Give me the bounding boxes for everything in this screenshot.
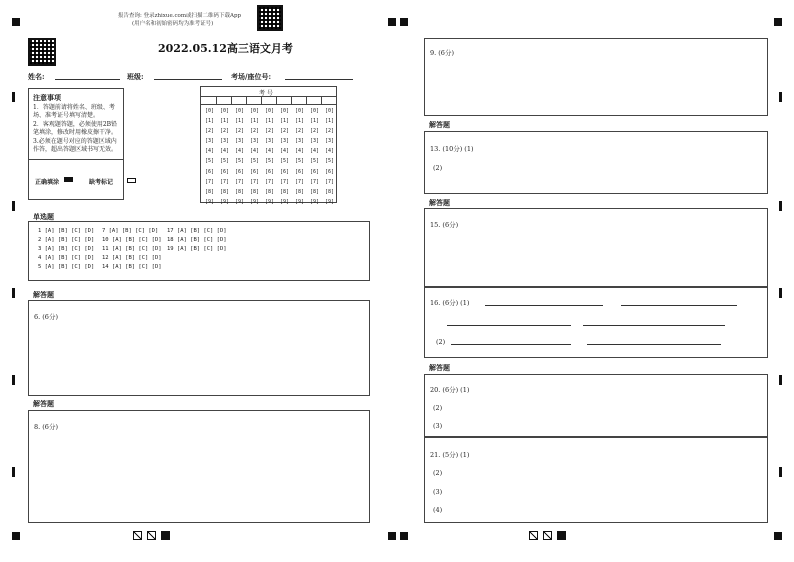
exam-digit-bubble[interactable]: [3] [309,138,320,145]
exam-digit-bubble[interactable]: [7] [264,178,275,185]
sub-question-label: (2) [433,164,443,172]
exam-digit-bubble[interactable]: [2] [219,128,230,135]
page-mark-slash-icon [529,531,538,540]
fill-line[interactable] [587,344,721,345]
report-notice-sub: (用户名和初始密码均为准考证号) [132,21,214,27]
exam-digit-bubble[interactable]: [0] [249,108,260,114]
notes-box [28,88,124,200]
exam-digit-bubble[interactable]: [0] [309,108,320,114]
exam-digit-bubble[interactable]: [7] [294,178,305,185]
exam-digit-bubble[interactable]: [8] [219,188,230,195]
exam-digit-bubble[interactable]: [5] [234,158,245,165]
side-mark [779,288,782,298]
side-mark [12,92,15,102]
exam-digit-bubble[interactable]: [3] [264,138,275,145]
exam-digit-bubble[interactable]: [8] [279,188,290,195]
sub-question-label: (2) [436,338,446,346]
exam-digit-bubble[interactable]: [2] [234,128,245,135]
column-divider [291,96,292,105]
exam-digit-bubble[interactable]: [5] [204,158,215,165]
answer-box-q6[interactable] [28,300,370,396]
question-label: 6. (6分) [34,313,58,321]
fill-line[interactable] [485,305,603,306]
exam-digit-bubble[interactable]: [7] [204,178,215,185]
exam-digit-bubble[interactable]: [0] [204,108,215,114]
page-mark-slash-icon [133,531,142,540]
exam-digit-column [247,106,262,207]
mcq-row[interactable]: 7 [A] [B] [C] [D] [102,228,159,234]
mcq-row[interactable]: 3 [A] [B] [C] [D] [38,246,95,252]
notes-title: 注意事项 [33,93,61,102]
name-label: 姓名: [28,72,45,81]
sub-question-label: (3) [433,488,443,496]
exam-digit-bubble[interactable]: [7] [249,178,260,185]
exam-digit-bubble[interactable]: [6] [264,168,275,175]
sub-question-label: (4) [433,506,443,514]
corner-mark-top-right [774,18,782,26]
page-mark-slash-icon [147,531,156,540]
mcq-row[interactable]: 2 [A] [B] [C] [D] [38,237,95,243]
exam-digit-bubble[interactable]: [8] [249,188,260,195]
exam-digit-bubble[interactable]: [2] [249,128,260,135]
question-label: 13. (10分) (1) [430,145,474,153]
exam-digit-bubble[interactable]: [0] [294,108,305,114]
mcq-column-1 [38,227,94,272]
corner-mark-bottom-left [12,532,20,540]
exam-digit-bubble[interactable]: [8] [309,188,320,195]
exam-digit-bubble[interactable]: [3] [249,138,260,145]
page-mark-slash-icon [543,531,552,540]
exam-digit-bubble[interactable]: [8] [294,188,305,195]
mcq-row[interactable]: 18 [A] [B] [C] [D] [167,237,227,243]
corner-mark-top-center-left [388,18,396,26]
page-title: 2022.05.12高三语文月考 [158,42,293,55]
answer-section-title: 解答题 [429,120,450,129]
exam-digit-bubble[interactable]: [6] [309,168,320,175]
exam-digit-bubble[interactable]: [8] [324,188,335,195]
exam-digit-column [322,106,337,207]
missing-mark-label: 缺考标记 [89,179,114,186]
answer-section-title: 解答题 [33,290,54,299]
answer-box-q15[interactable] [424,208,768,287]
exam-digit-bubble[interactable]: [6] [294,168,305,175]
room-seat-label: 考场/座位号: [231,72,272,81]
exam-digit-bubble[interactable]: [4] [324,148,335,155]
notes-divider [29,159,123,160]
fill-correct-label: 正确填涂 [35,179,60,186]
corner-mark-bottom-right [774,532,782,540]
class-label: 班级: [127,72,144,81]
qr-code-icon [28,38,56,66]
exam-digit-bubble[interactable]: [3] [279,138,290,145]
mcq-row[interactable]: 19 [A] [B] [C] [D] [167,246,227,252]
question-label: 20. (6分) (1) [430,386,470,394]
exam-digit-bubble[interactable]: [7] [234,178,245,185]
corner-mark-bottom-center-left [388,532,396,540]
exam-digit-bubble[interactable]: [0] [264,108,275,114]
exam-digit-bubble[interactable]: [9] [324,198,335,205]
mcq-column-2 [102,227,162,272]
exam-digit-bubble[interactable]: [9] [219,198,230,205]
exam-digit-bubble[interactable]: [6] [279,168,290,175]
exam-digit-bubble[interactable]: [6] [204,168,215,175]
mcq-row[interactable]: 4 [A] [B] [C] [D] [38,255,95,261]
side-mark [12,375,15,385]
exam-digit-bubble[interactable]: [4] [204,148,215,155]
side-mark [12,201,15,211]
answer-section-title: 解答题 [33,399,54,408]
exam-digit-column [232,106,247,207]
answer-section-title: 解答题 [429,363,450,372]
exam-digit-bubble[interactable]: [2] [264,128,275,135]
exam-number-header: 考 号 [259,90,273,97]
exam-digit-bubble[interactable]: [5] [219,158,230,165]
exam-digit-bubble[interactable]: [6] [249,168,260,175]
exam-digit-bubble[interactable]: [0] [234,108,245,114]
question-label: 15. (6分) [430,221,459,229]
exam-digit-column [217,106,232,207]
side-mark [12,467,15,477]
grid-write-divider [201,104,336,105]
exam-digit-bubble[interactable]: [3] [294,138,305,145]
mcq-row[interactable]: 11 [A] [B] [C] [D] [102,246,162,252]
column-divider [276,96,277,105]
sub-question-label: (2) [433,404,443,412]
corner-mark-bottom-center-right [400,532,408,540]
column-divider [216,96,217,105]
exam-digit-bubble[interactable]: [9] [249,198,260,205]
note-item: 2．客观题答题，必须使用2B铅笔填涂，修改时用橡皮擦干净。 [33,121,118,136]
fill-line[interactable] [451,344,571,345]
room-seat-field[interactable] [285,79,353,80]
exam-digit-bubble[interactable]: [5] [264,158,275,165]
exam-digit-bubble[interactable]: [2] [204,128,215,135]
side-mark [12,288,15,298]
qr-code-icon [257,5,283,31]
exam-digit-bubble[interactable]: [8] [204,188,215,195]
note-item: 3.必须在题号对应的答题区域内作答，超出答题区域书写无效。 [33,138,118,153]
exam-digit-bubble[interactable]: [4] [294,148,305,155]
exam-digit-bubble[interactable]: [1] [309,118,320,125]
exam-digit-bubble[interactable]: [7] [279,178,290,185]
answer-box-q16[interactable] [424,287,768,358]
answer-box-q8[interactable] [28,410,370,523]
exam-digit-bubble[interactable]: [6] [324,168,335,175]
exam-digit-bubble[interactable]: [9] [204,198,215,205]
mcq-column-3 [167,227,227,254]
exam-digit-bubble[interactable]: [3] [204,138,215,145]
answer-box-q20[interactable] [424,374,768,437]
question-label: 21. (5分) (1) [430,451,470,459]
fill-line[interactable] [621,305,737,306]
page-mark-solid-icon [161,531,170,540]
exam-digit-bubble[interactable]: [9] [264,198,275,205]
exam-digit-bubble[interactable]: [4] [264,148,275,155]
exam-digit-bubble[interactable]: [1] [219,118,230,125]
sub-question-label: (3) [433,422,443,430]
single-choice-box [28,221,370,281]
column-divider [306,96,307,105]
side-mark [779,92,782,102]
fill-correct-sample-icon [64,177,73,182]
corner-mark-top-center-right [400,18,408,26]
exam-digit-bubble[interactable]: [1] [324,118,335,125]
exam-digit-bubble[interactable]: [1] [204,118,215,125]
answer-box-q21[interactable] [424,437,768,523]
exam-digit-bubble[interactable]: [4] [249,148,260,155]
exam-digit-bubble[interactable]: [5] [249,158,260,165]
exam-digit-bubble[interactable]: [2] [294,128,305,135]
exam-digit-bubble[interactable]: [2] [279,128,290,135]
exam-digit-bubble[interactable]: [2] [309,128,320,135]
exam-digit-bubble[interactable]: [5] [279,158,290,165]
exam-digit-bubble[interactable]: [3] [234,138,245,145]
page-mark-solid-icon [557,531,566,540]
column-divider [321,96,322,105]
single-choice-title: 单选题 [33,212,54,221]
exam-digit-bubble[interactable]: [1] [249,118,260,125]
exam-digit-bubble[interactable]: [9] [234,198,245,205]
exam-digit-column [277,106,292,207]
answer-box-q13[interactable] [424,131,768,194]
exam-digit-bubble[interactable]: [9] [294,198,305,205]
exam-digit-bubble[interactable]: [1] [234,118,245,125]
mcq-row[interactable]: 1 [A] [B] [C] [D] [38,228,95,234]
mcq-row[interactable]: 14 [A] [B] [C] [D] [102,264,162,270]
mcq-row[interactable]: 17 [A] [B] [C] [D] [167,228,227,234]
side-mark [779,201,782,211]
exam-digit-bubble[interactable]: [0] [219,108,230,114]
side-mark [779,467,782,477]
exam-digit-bubble[interactable]: [3] [219,138,230,145]
fill-line[interactable] [447,325,571,326]
exam-digit-bubble[interactable]: [5] [294,158,305,165]
question-label: 9. (6分) [430,49,454,57]
exam-digit-bubble[interactable]: [8] [264,188,275,195]
exam-number-grid [200,86,337,203]
exam-digit-bubble[interactable]: [9] [309,198,320,205]
exam-digit-column [307,106,322,207]
column-divider [231,96,232,105]
exam-digit-bubble[interactable]: [4] [219,148,230,155]
exam-digit-bubble[interactable]: [7] [324,178,335,185]
note-item: 1．答题前请将姓名、班级、考场、准考证号填写清楚。 [33,104,115,119]
exam-digit-bubble[interactable]: [5] [324,158,335,165]
exam-digit-bubble[interactable]: [3] [324,138,335,145]
exam-digit-bubble[interactable]: [1] [294,118,305,125]
mcq-row[interactable]: 5 [A] [B] [C] [D] [38,264,95,270]
missing-mark-checkbox[interactable] [127,178,136,183]
exam-digit-bubble[interactable]: [1] [264,118,275,125]
exam-digit-bubble[interactable]: [6] [234,168,245,175]
grid-header-divider [201,96,336,97]
exam-digit-bubble[interactable]: [2] [324,128,335,135]
exam-digit-column [262,106,277,207]
side-mark [779,375,782,385]
answer-section-title: 解答题 [429,198,450,207]
exam-digit-bubble[interactable]: [4] [234,148,245,155]
answer-box-q9[interactable] [424,38,768,116]
exam-digit-bubble[interactable]: [7] [309,178,320,185]
column-divider [246,96,247,105]
exam-digit-bubble[interactable]: [9] [279,198,290,205]
class-field[interactable] [154,79,222,80]
exam-digit-bubble[interactable]: [4] [309,148,320,155]
mcq-row[interactable]: 10 [A] [B] [C] [D] [102,237,162,243]
name-field[interactable] [55,79,120,80]
exam-digit-bubble[interactable]: [0] [279,108,290,114]
exam-digit-bubble[interactable]: [0] [324,108,335,114]
exam-digit-bubble[interactable]: [4] [279,148,290,155]
exam-digit-column [202,106,217,207]
corner-mark-top-left [12,18,20,26]
report-notice: 报告查询: 登录zhixue.com或扫描二维码下载App [118,13,242,19]
exam-digit-bubble[interactable]: [7] [219,178,230,185]
sub-question-label: (2) [433,469,443,477]
exam-digit-bubble[interactable]: [1] [279,118,290,125]
mcq-row[interactable]: 12 [A] [B] [C] [D] [102,255,162,261]
question-label: 16. (6分) (1) [430,299,470,307]
fill-line[interactable] [583,325,725,326]
exam-digit-bubble[interactable]: [8] [234,188,245,195]
exam-digit-bubble[interactable]: [6] [219,168,230,175]
column-divider [261,96,262,105]
exam-digit-column [292,106,307,207]
exam-digit-bubble[interactable]: [5] [309,158,320,165]
question-label: 8. (6分) [34,423,58,431]
